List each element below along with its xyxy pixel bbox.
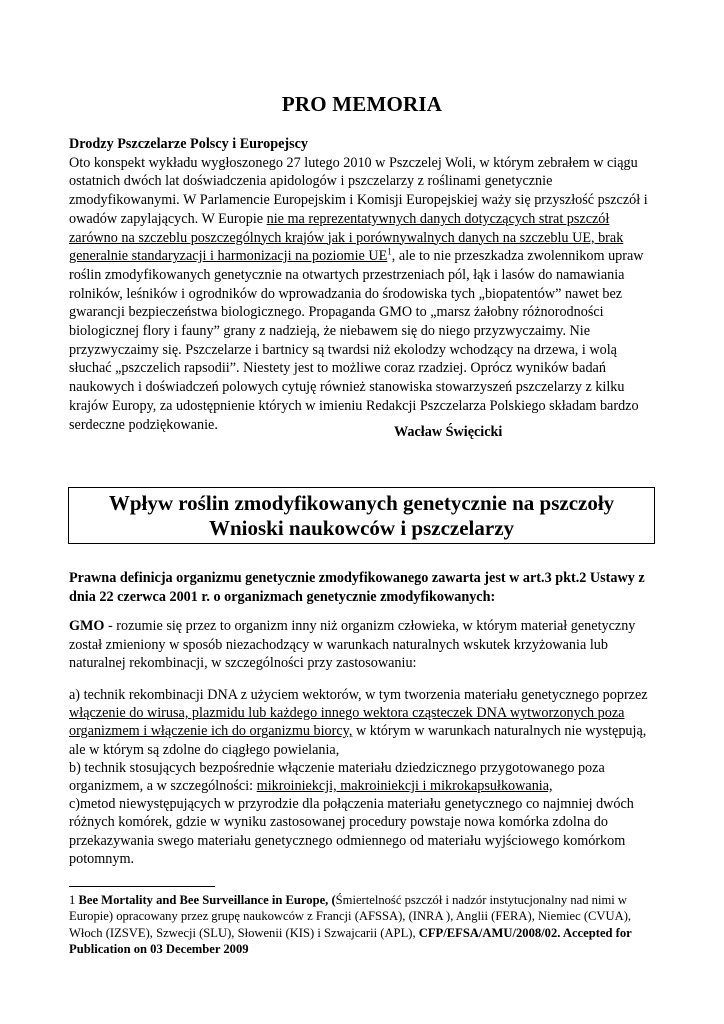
footnote-number: 1	[69, 893, 76, 907]
techniques-list	[69, 686, 661, 868]
footnote-text: Śmiertelność pszczół i nadzór instytucjonalny nad nimi w Europie) opracowany przez grupę naukowców z Francji (AFSSA), (INRA ), Anglii (FERA), Niemiec (CVUA), Włoch (IZSVE), Szwecji (SLU), Słowenii (KIS) i Szwajcarii (APL),	[69, 893, 632, 940]
technique-b-start: b) technik stosujących bezpośrednie włączenie materiału dziedzicznego przygotowanego poza organizmem, a w szczególności:	[69, 759, 605, 795]
technique-b	[69, 759, 661, 795]
footnote-reference-code: CFP/EFSA/AMU/2008/02. Accepted for Publication on 03 December 2009	[69, 925, 632, 957]
section-title-line-1: Wpływ roślin zmodyfikowanych genetycznie na pszczoły	[108, 491, 615, 515]
technique-a-end: w którym w warunkach naturalnych nie występują, ale w którym są zdolne do ciągłego powielania,	[69, 723, 647, 758]
greeting: Drodzy Pszczelarze Polscy i Europejscy	[69, 136, 309, 152]
footnote-title: Bee Mortality and Bee Surveillance in Europe, (	[78, 893, 336, 907]
footnote-divider	[69, 886, 215, 887]
technique-c: c)metod niewystępujących w przyrodzie dla połączenia materiału genetycznego co najmniej dwóch różnych komórek, gdzie w wyniku zastosowanej procedury powstaje nowa komórka zdolna do przekazywania swego materiału genetycznego odmiennego od materiału wyjściowego komórkom potomnym.	[69, 796, 634, 867]
intro-text-end: , ale to nie przeszkadza zwolennikom upraw roślin zmodyfikowanych genetycznie na otwartych przestrzeniach pól, łąk i lasów do namawiania rolników, leśników i ogrodników do wprowadzania do środowiska tych „biopatentów” nawet bez gwarancji bezpieczeństwa biologicznego. Propaganda GMO to „marsz żałobny różnorodności biologicznej flory i fauny” grany z nadzieją, że niebawem się do niego przyzwyczaimy. Nie przyzwyczaimy się. Pszczelarze i bartnicy są twardsi niż ekolodzy wchodzący na drzewa, i wolą słuchać „pszczelich rapsodii”. Niestety jest to możliwe coraz rzadziej. Oprócz wyników badań naukowych i doświadczeń polowych cytuję również stanowiska stowarzyszeń pszczelarzy z kilku krajów Europy, za udostępnienie których w imieniu Redakcji Pszczelarza Polskiego składam bardzo serdeczne podziękowanie.	[69, 248, 644, 433]
page-title: PRO MEMORIA	[281, 92, 443, 116]
technique-a	[69, 686, 661, 759]
footnote	[69, 892, 661, 958]
intro-underlined-text: nie ma reprezentatywnych danych dotyczących strat pszczół zarówno na szczeblu poszczególnych krajów jak i porównywalnych danych na szczeblu UE, brak generalnie standaryzacji i harmonizacji na poziomie UE	[69, 210, 624, 265]
author-signature: Wacław Święcicki	[394, 424, 503, 440]
footnote-reference[interactable]: 1	[387, 246, 392, 257]
legal-definition-heading: Prawna definicja organizmu genetycznie zmodyfikowanego zawarta jest w art.3 pkt.2 Ustawy z dnia 22 czerwca 2001 r. o organizmach genetycznie zmodyfikowanych:	[69, 570, 645, 605]
intro-paragraph	[69, 135, 659, 434]
intro-text-start: Oto konspekt wykładu wygłoszonego 27 lutego 2010 w Pszczelej Woli, w którym zebrałem w ciągu ostatnich dwóch lat doświadczenia apidologów i pszczelarzy z roślinami genetycznie zmodyfikowanymi. W Parlamencie Europejskim i Komisji Europejskiej waży się przyszłość pszczół i owadów zapylających. W Europie	[69, 154, 648, 227]
gmo-term: GMO	[69, 618, 105, 634]
technique-a-underlined: włączenie do wirusa, plazmidu lub każdego innego wektora cząsteczek DNA wytworzonych poza organizmem i włączenie ich do organizmu biorcy,	[69, 705, 625, 740]
section-title-box	[68, 487, 655, 544]
technique-a-start: a) technik rekombinacji DNA z użyciem wektorów, w tym tworzenia materiału genetycznego poprzez	[69, 687, 648, 703]
gmo-definition-text: - rozumie się przez to organizm inny niż organizm człowieka, w którym materiał genetyczny został zmieniony w sposób niezachodzący w warunkach naturalnych wskutek krzyżowania lub naturalnej rekombinacji, w szczególności przy zastosowaniu:	[69, 618, 636, 671]
technique-b-underlined: mikroiniekcji, makroiniekcji i mikrokapsułkowania,	[256, 778, 553, 795]
section-title-line-2: Wnioski naukowców i pszczelarzy	[208, 516, 515, 540]
gmo-definition	[69, 617, 661, 673]
